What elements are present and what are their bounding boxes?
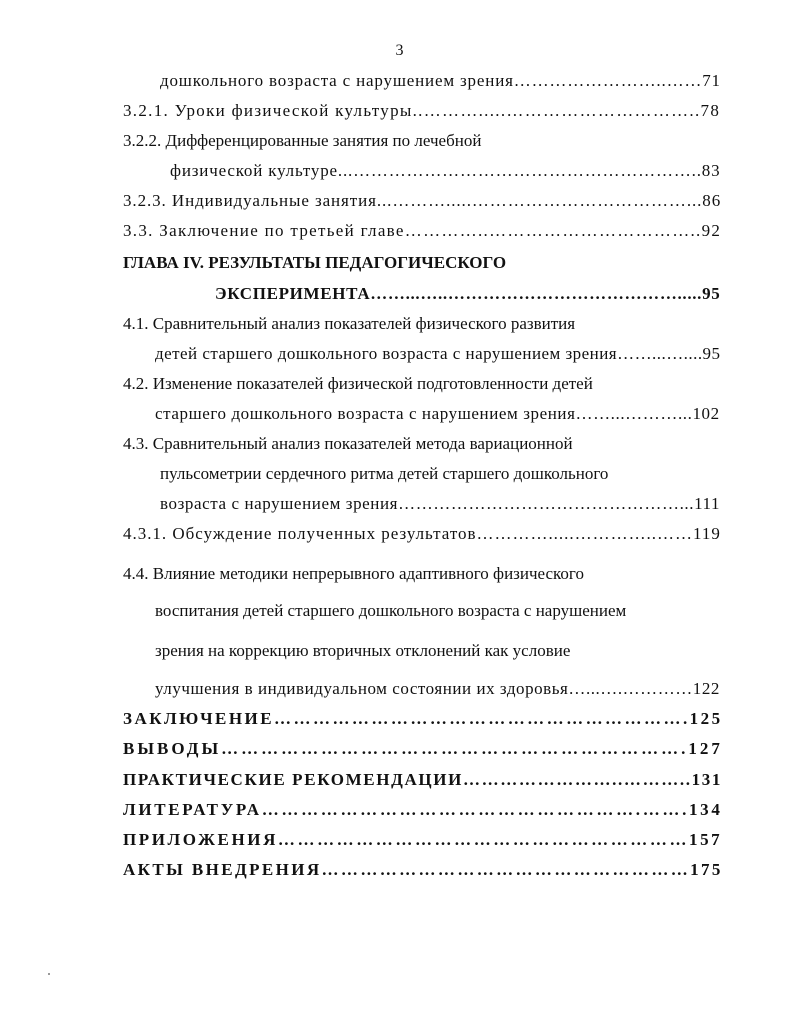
- toc-line: 4.2. Изменение показателей физической подготовленности детей: [123, 374, 593, 393]
- chapter-heading: ГЛАВА IV. РЕЗУЛЬТАТЫ ПЕДАГОГИЧЕСКОГО: [123, 253, 507, 272]
- toc-line: зрения на коррекцию вторичных отклонений как условие: [155, 641, 571, 660]
- toc-line: дошкольного возраста с нарушением зрения……………………..……71: [160, 71, 721, 90]
- toc-section-heading: ПРАКТИЧЕСКИЕ РЕКОМЕНДАЦИИ……………………..………..131: [123, 770, 723, 789]
- toc-line: улучшения в индивидуальном состоянии их здоровья…...….…………122: [155, 679, 720, 698]
- toc-line: воспитания детей старшего дошкольного возраста с нарушением: [155, 601, 627, 620]
- toc-section-heading: АКТЫ ВНЕДРЕНИЯ…………………………………………………175: [123, 860, 723, 879]
- toc-line: 4.3. Сравнительный анализ показателей метода вариационной: [123, 434, 573, 453]
- toc-line: 4.1. Сравнительный анализ показателей физического развития: [123, 314, 576, 333]
- scan-speck: [48, 973, 50, 975]
- toc-line: 3.2.2. Дифференцированные занятия по лечебной: [123, 131, 482, 150]
- toc-section-heading: ЛИТЕРАТУРА………………………………………………….…….134: [123, 800, 723, 819]
- toc-line: 3.2.3. Индивидуальные занятия...……….....………………………………...86: [123, 191, 722, 210]
- toc-line: физической культуре...…………………………………………………..83: [170, 161, 721, 180]
- toc-line: 3.3. Заключение по третьей главе…………..……………………………..92: [123, 221, 722, 240]
- toc-line: пульсометрии сердечного ритма детей старшего дошкольного: [160, 464, 609, 483]
- chapter-heading: ЭКСПЕРИМЕНТА……...…..………………………………….....95: [215, 284, 721, 303]
- toc-line: детей старшего дошкольного возраста с нарушением зрения……...…....95: [155, 344, 721, 363]
- page-number: 3: [395, 42, 404, 59]
- toc-line: 3.2.1. Уроки физической культуры..……….....…………………………..78: [123, 101, 721, 120]
- toc-line: старшего дошкольного возраста с нарушением зрения……...………...102: [155, 404, 720, 423]
- toc-section-heading: ВЫВОДЫ…………………………………………………………….127: [123, 739, 723, 758]
- toc-line: возраста с нарушением зрения…………………………………………...111: [160, 494, 721, 513]
- toc-section-heading: ЗАКЛЮЧЕНИЕ……………………………………………………….125: [123, 709, 723, 728]
- toc-line: 4.4. Влияние методики непрерывного адаптивного физического: [123, 564, 584, 583]
- toc-line: 4.3.1. Обсуждение полученных результатов………….....…………..……119: [123, 524, 721, 543]
- toc-section-heading: ПРИЛОЖЕНИЯ………………………………………………………157: [123, 830, 723, 849]
